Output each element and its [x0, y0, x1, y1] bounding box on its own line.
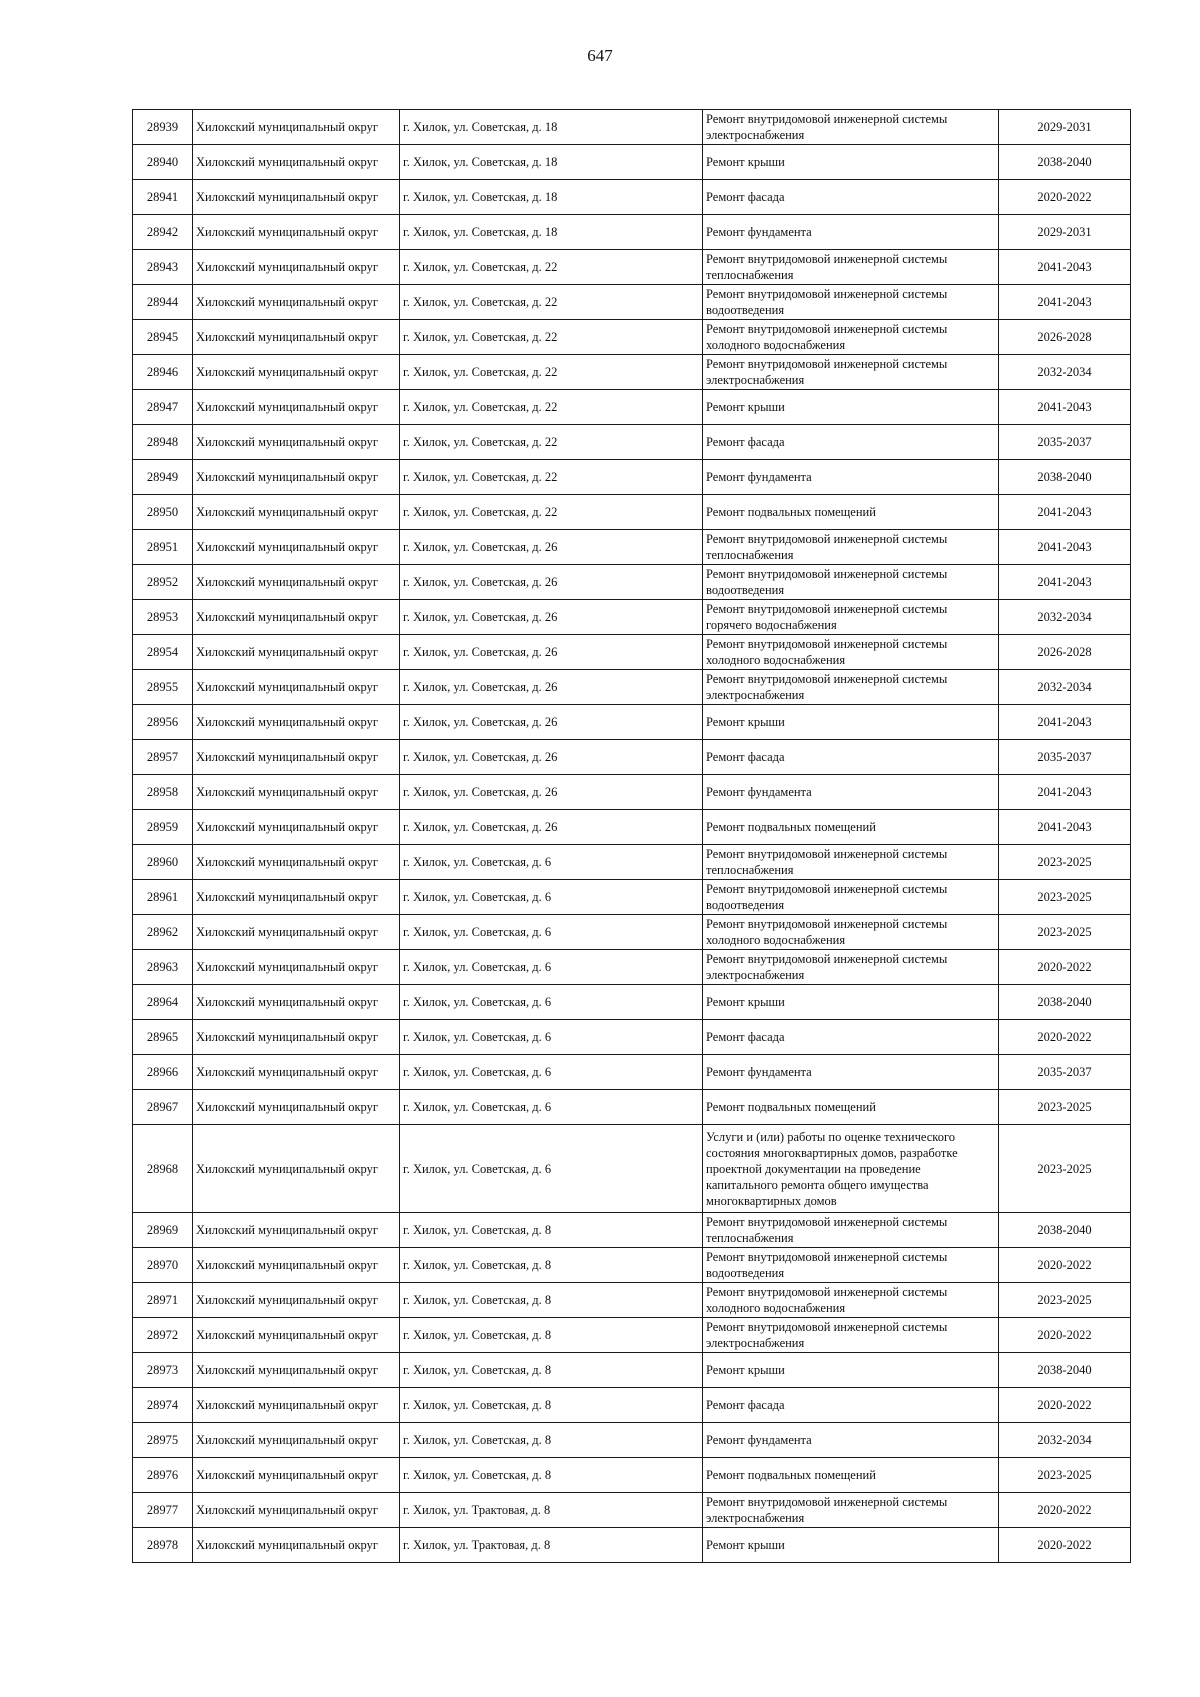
district-cell: Хилокский муниципальный округ: [193, 460, 400, 495]
district-cell: Хилокский муниципальный округ: [193, 1248, 400, 1283]
district-cell: Хилокский муниципальный округ: [193, 1528, 400, 1563]
table-row: [133, 320, 1131, 355]
work-type-cell: Ремонт крыши: [703, 390, 999, 425]
table-row: [133, 845, 1131, 880]
period-cell: 2023-2025: [999, 1090, 1131, 1125]
table-row: [133, 1353, 1131, 1388]
table-row: [133, 1388, 1131, 1423]
period-cell: 2041-2043: [999, 810, 1131, 845]
row-number-cell: 28948: [133, 425, 193, 460]
work-type-cell: Ремонт фасада: [703, 1388, 999, 1423]
address-cell: г. Хилок, ул. Советская, д. 22: [400, 320, 703, 355]
table-row: [133, 1423, 1131, 1458]
period-cell: 2041-2043: [999, 705, 1131, 740]
address-cell: г. Хилок, ул. Советская, д. 22: [400, 425, 703, 460]
row-number-cell: 28957: [133, 740, 193, 775]
work-type-cell: Ремонт внутридомовой инженерной системы водоотведения: [703, 880, 999, 915]
period-cell: 2020-2022: [999, 1528, 1131, 1563]
address-cell: г. Хилок, ул. Советская, д. 18: [400, 145, 703, 180]
work-type-cell: Ремонт внутридомовой инженерной системы электроснабжения: [703, 355, 999, 390]
period-cell: 2035-2037: [999, 1055, 1131, 1090]
district-cell: Хилокский муниципальный округ: [193, 845, 400, 880]
row-number-cell: 28956: [133, 705, 193, 740]
row-number-cell: 28946: [133, 355, 193, 390]
work-type-cell: Ремонт внутридомовой инженерной системы электроснабжения: [703, 1318, 999, 1353]
work-type-cell: Ремонт фасада: [703, 740, 999, 775]
district-cell: Хилокский муниципальный округ: [193, 1458, 400, 1493]
row-number-cell: 28959: [133, 810, 193, 845]
table-row: [133, 1090, 1131, 1125]
address-cell: г. Хилок, ул. Советская, д. 26: [400, 775, 703, 810]
period-cell: 2032-2034: [999, 670, 1131, 705]
table-row: [133, 915, 1131, 950]
work-type-cell: Ремонт внутридомовой инженерной системы электроснабжения: [703, 670, 999, 705]
district-cell: Хилокский муниципальный округ: [193, 1423, 400, 1458]
table-row: [133, 495, 1131, 530]
period-cell: 2023-2025: [999, 1283, 1131, 1318]
address-cell: г. Хилок, ул. Советская, д. 8: [400, 1388, 703, 1423]
address-cell: г. Хилок, ул. Советская, д. 26: [400, 740, 703, 775]
district-cell: Хилокский муниципальный округ: [193, 110, 400, 145]
address-cell: г. Хилок, ул. Советская, д. 6: [400, 1020, 703, 1055]
address-cell: г. Хилок, ул. Трактовая, д. 8: [400, 1493, 703, 1528]
table-row: [133, 1283, 1131, 1318]
address-cell: г. Хилок, ул. Советская, д. 8: [400, 1248, 703, 1283]
district-cell: Хилокский муниципальный округ: [193, 1055, 400, 1090]
work-type-cell: Ремонт крыши: [703, 1528, 999, 1563]
row-number-cell: 28951: [133, 530, 193, 565]
period-cell: 2026-2028: [999, 635, 1131, 670]
period-cell: 2041-2043: [999, 775, 1131, 810]
work-type-cell: Ремонт внутридомовой инженерной системы электроснабжения: [703, 1493, 999, 1528]
address-cell: г. Хилок, ул. Советская, д. 6: [400, 1055, 703, 1090]
work-type-cell: Ремонт внутридомовой инженерной системы электроснабжения: [703, 110, 999, 145]
address-cell: г. Хилок, ул. Советская, д. 8: [400, 1213, 703, 1248]
table-row: [133, 1055, 1131, 1090]
period-cell: 2032-2034: [999, 1423, 1131, 1458]
table-row: [133, 985, 1131, 1020]
period-cell: 2020-2022: [999, 180, 1131, 215]
period-cell: 2035-2037: [999, 740, 1131, 775]
district-cell: Хилокский муниципальный округ: [193, 285, 400, 320]
address-cell: г. Хилок, ул. Советская, д. 26: [400, 810, 703, 845]
address-cell: г. Хилок, ул. Советская, д. 8: [400, 1423, 703, 1458]
work-type-cell: Ремонт внутридомовой инженерной системы холодного водоснабжения: [703, 635, 999, 670]
district-cell: Хилокский муниципальный округ: [193, 635, 400, 670]
period-cell: 2023-2025: [999, 845, 1131, 880]
table-row: [133, 530, 1131, 565]
district-cell: Хилокский муниципальный округ: [193, 880, 400, 915]
table-row: [133, 110, 1131, 145]
period-cell: 2035-2037: [999, 425, 1131, 460]
period-cell: 2023-2025: [999, 915, 1131, 950]
district-cell: Хилокский муниципальный округ: [193, 1493, 400, 1528]
page-number: 647: [587, 46, 613, 65]
work-type-cell: Ремонт крыши: [703, 145, 999, 180]
table-row: [133, 285, 1131, 320]
district-cell: Хилокский муниципальный округ: [193, 355, 400, 390]
period-cell: 2020-2022: [999, 950, 1131, 985]
row-number-cell: 28961: [133, 880, 193, 915]
work-type-cell: Ремонт подвальных помещений: [703, 1090, 999, 1125]
address-cell: г. Хилок, ул. Советская, д. 8: [400, 1458, 703, 1493]
row-number-cell: 28977: [133, 1493, 193, 1528]
table-row: [133, 635, 1131, 670]
district-cell: Хилокский муниципальный округ: [193, 1213, 400, 1248]
address-cell: г. Хилок, ул. Советская, д. 6: [400, 950, 703, 985]
table-row: [133, 215, 1131, 250]
table-row: [133, 810, 1131, 845]
period-cell: 2038-2040: [999, 1353, 1131, 1388]
address-cell: г. Хилок, ул. Советская, д. 22: [400, 460, 703, 495]
table-row: [133, 1458, 1131, 1493]
row-number-cell: 28968: [133, 1125, 193, 1213]
work-type-cell: Ремонт внутридомовой инженерной системы электроснабжения: [703, 950, 999, 985]
address-cell: г. Хилок, ул. Советская, д. 8: [400, 1318, 703, 1353]
row-number-cell: 28952: [133, 565, 193, 600]
address-cell: г. Хилок, ул. Советская, д. 6: [400, 880, 703, 915]
table-row: [133, 775, 1131, 810]
work-type-cell: Ремонт внутридомовой инженерной системы холодного водоснабжения: [703, 320, 999, 355]
work-type-cell: Ремонт фасада: [703, 425, 999, 460]
row-number-cell: 28978: [133, 1528, 193, 1563]
work-type-cell: Ремонт внутридомовой инженерной системы теплоснабжения: [703, 530, 999, 565]
table-row: [133, 425, 1131, 460]
period-cell: 2041-2043: [999, 390, 1131, 425]
period-cell: 2020-2022: [999, 1493, 1131, 1528]
row-number-cell: 28975: [133, 1423, 193, 1458]
district-cell: Хилокский муниципальный округ: [193, 320, 400, 355]
address-cell: г. Хилок, ул. Советская, д. 22: [400, 250, 703, 285]
table-row: [133, 1125, 1131, 1213]
table-row: [133, 880, 1131, 915]
row-number-cell: 28976: [133, 1458, 193, 1493]
table-row: [133, 740, 1131, 775]
row-number-cell: 28955: [133, 670, 193, 705]
address-cell: г. Хилок, ул. Советская, д. 26: [400, 705, 703, 740]
table-row: [133, 1213, 1131, 1248]
period-cell: 2038-2040: [999, 460, 1131, 495]
table-row: [133, 950, 1131, 985]
table-row: [133, 1020, 1131, 1055]
row-number-cell: 28958: [133, 775, 193, 810]
address-cell: г. Хилок, ул. Советская, д. 8: [400, 1353, 703, 1388]
period-cell: 2029-2031: [999, 215, 1131, 250]
row-number-cell: 28972: [133, 1318, 193, 1353]
row-number-cell: 28944: [133, 285, 193, 320]
period-cell: 2023-2025: [999, 1458, 1131, 1493]
work-type-cell: Ремонт крыши: [703, 985, 999, 1020]
table-row: [133, 460, 1131, 495]
work-type-cell: Ремонт подвальных помещений: [703, 1458, 999, 1493]
row-number-cell: 28940: [133, 145, 193, 180]
row-number-cell: 28947: [133, 390, 193, 425]
district-cell: Хилокский муниципальный округ: [193, 810, 400, 845]
address-cell: г. Хилок, ул. Советская, д. 26: [400, 530, 703, 565]
address-cell: г. Хилок, ул. Советская, д. 6: [400, 1125, 703, 1213]
address-cell: г. Хилок, ул. Советская, д. 22: [400, 355, 703, 390]
district-cell: Хилокский муниципальный округ: [193, 250, 400, 285]
address-cell: г. Хилок, ул. Советская, д. 6: [400, 1090, 703, 1125]
period-cell: 2041-2043: [999, 530, 1131, 565]
address-cell: г. Хилок, ул. Советская, д. 26: [400, 565, 703, 600]
row-number-cell: 28960: [133, 845, 193, 880]
district-cell: Хилокский муниципальный округ: [193, 425, 400, 460]
district-cell: Хилокский муниципальный округ: [193, 145, 400, 180]
row-number-cell: 28969: [133, 1213, 193, 1248]
work-type-cell: Ремонт внутридомовой инженерной системы водоотведения: [703, 565, 999, 600]
work-type-cell: Ремонт крыши: [703, 1353, 999, 1388]
work-type-cell: Ремонт внутридомовой инженерной системы теплоснабжения: [703, 1213, 999, 1248]
period-cell: 2020-2022: [999, 1318, 1131, 1353]
district-cell: Хилокский муниципальный округ: [193, 1020, 400, 1055]
row-number-cell: 28964: [133, 985, 193, 1020]
period-cell: 2023-2025: [999, 1125, 1131, 1213]
district-cell: Хилокский муниципальный округ: [193, 705, 400, 740]
table-row: [133, 180, 1131, 215]
row-number-cell: 28974: [133, 1388, 193, 1423]
row-number-cell: 28945: [133, 320, 193, 355]
address-cell: г. Хилок, ул. Советская, д. 26: [400, 670, 703, 705]
district-cell: Хилокский муниципальный округ: [193, 390, 400, 425]
table-row: [133, 670, 1131, 705]
district-cell: Хилокский муниципальный округ: [193, 1318, 400, 1353]
table-row: [133, 390, 1131, 425]
period-cell: 2038-2040: [999, 985, 1131, 1020]
district-cell: Хилокский муниципальный округ: [193, 915, 400, 950]
row-number-cell: 28954: [133, 635, 193, 670]
work-type-cell: Ремонт фундамента: [703, 460, 999, 495]
work-type-cell: Ремонт подвальных помещений: [703, 810, 999, 845]
work-type-cell: Ремонт внутридомовой инженерной системы холодного водоснабжения: [703, 915, 999, 950]
row-number-cell: 28965: [133, 1020, 193, 1055]
row-number-cell: 28970: [133, 1248, 193, 1283]
district-cell: Хилокский муниципальный округ: [193, 985, 400, 1020]
work-type-cell: Ремонт внутридомовой инженерной системы холодного водоснабжения: [703, 1283, 999, 1318]
period-cell: 2020-2022: [999, 1020, 1131, 1055]
address-cell: г. Хилок, ул. Советская, д. 26: [400, 635, 703, 670]
work-type-cell: Ремонт подвальных помещений: [703, 495, 999, 530]
work-type-cell: Услуги и (или) работы по оценке технического состояния многоквартирных домов, разработке проектной документации на проведение капитального ремонта общего имущества многоквартирных домов: [703, 1125, 999, 1213]
address-cell: г. Хилок, ул. Советская, д. 22: [400, 495, 703, 530]
address-cell: г. Хилок, ул. Трактовая, д. 8: [400, 1528, 703, 1563]
work-type-cell: Ремонт внутридомовой инженерной системы водоотведения: [703, 1248, 999, 1283]
work-type-cell: Ремонт внутридомовой инженерной системы горячего водоснабжения: [703, 600, 999, 635]
table-row: [133, 1248, 1131, 1283]
period-cell: 2041-2043: [999, 285, 1131, 320]
district-cell: Хилокский муниципальный округ: [193, 740, 400, 775]
district-cell: Хилокский муниципальный округ: [193, 1283, 400, 1318]
address-cell: г. Хилок, ул. Советская, д. 6: [400, 985, 703, 1020]
period-cell: 2020-2022: [999, 1248, 1131, 1283]
district-cell: Хилокский муниципальный округ: [193, 565, 400, 600]
table-row: [133, 600, 1131, 635]
period-cell: 2038-2040: [999, 145, 1131, 180]
row-number-cell: 28971: [133, 1283, 193, 1318]
period-cell: 2041-2043: [999, 495, 1131, 530]
period-cell: 2032-2034: [999, 355, 1131, 390]
district-cell: Хилокский муниципальный округ: [193, 950, 400, 985]
period-cell: 2026-2028: [999, 320, 1131, 355]
row-number-cell: 28953: [133, 600, 193, 635]
period-cell: 2041-2043: [999, 565, 1131, 600]
address-cell: г. Хилок, ул. Советская, д. 6: [400, 845, 703, 880]
row-number-cell: 28950: [133, 495, 193, 530]
district-cell: Хилокский муниципальный округ: [193, 1090, 400, 1125]
district-cell: Хилокский муниципальный округ: [193, 1388, 400, 1423]
row-number-cell: 28962: [133, 915, 193, 950]
table-row: [133, 250, 1131, 285]
period-cell: 2032-2034: [999, 600, 1131, 635]
row-number-cell: 28967: [133, 1090, 193, 1125]
address-cell: г. Хилок, ул. Советская, д. 22: [400, 390, 703, 425]
district-cell: Хилокский муниципальный округ: [193, 495, 400, 530]
row-number-cell: 28942: [133, 215, 193, 250]
row-number-cell: 28963: [133, 950, 193, 985]
district-cell: Хилокский муниципальный округ: [193, 670, 400, 705]
row-number-cell: 28966: [133, 1055, 193, 1090]
period-cell: 2041-2043: [999, 250, 1131, 285]
row-number-cell: 28973: [133, 1353, 193, 1388]
district-cell: Хилокский муниципальный округ: [193, 1353, 400, 1388]
address-cell: г. Хилок, ул. Советская, д. 6: [400, 915, 703, 950]
work-type-cell: Ремонт внутридомовой инженерной системы теплоснабжения: [703, 250, 999, 285]
table-row: [133, 1493, 1131, 1528]
table-row: [133, 1528, 1131, 1563]
period-cell: 2020-2022: [999, 1388, 1131, 1423]
table-row: [133, 355, 1131, 390]
period-cell: 2023-2025: [999, 880, 1131, 915]
period-cell: 2029-2031: [999, 110, 1131, 145]
work-type-cell: Ремонт фундамента: [703, 1423, 999, 1458]
address-cell: г. Хилок, ул. Советская, д. 18: [400, 180, 703, 215]
address-cell: г. Хилок, ул. Советская, д. 18: [400, 215, 703, 250]
table-row: [133, 145, 1131, 180]
period-cell: 2038-2040: [999, 1213, 1131, 1248]
row-number-cell: 28943: [133, 250, 193, 285]
row-number-cell: 28949: [133, 460, 193, 495]
row-number-cell: 28941: [133, 180, 193, 215]
address-cell: г. Хилок, ул. Советская, д. 8: [400, 1283, 703, 1318]
district-cell: Хилокский муниципальный округ: [193, 180, 400, 215]
capital-repair-table: [132, 109, 1131, 1563]
work-type-cell: Ремонт фасада: [703, 1020, 999, 1055]
address-cell: г. Хилок, ул. Советская, д. 18: [400, 110, 703, 145]
table-row: [133, 705, 1131, 740]
district-cell: Хилокский муниципальный округ: [193, 530, 400, 565]
work-type-cell: Ремонт внутридомовой инженерной системы водоотведения: [703, 285, 999, 320]
table-body: [133, 110, 1131, 1563]
row-number-cell: 28939: [133, 110, 193, 145]
district-cell: Хилокский муниципальный округ: [193, 600, 400, 635]
district-cell: Хилокский муниципальный округ: [193, 775, 400, 810]
work-type-cell: Ремонт фундамента: [703, 1055, 999, 1090]
table-row: [133, 1318, 1131, 1353]
work-type-cell: Ремонт внутридомовой инженерной системы теплоснабжения: [703, 845, 999, 880]
table-row: [133, 565, 1131, 600]
district-cell: Хилокский муниципальный округ: [193, 1125, 400, 1213]
address-cell: г. Хилок, ул. Советская, д. 26: [400, 600, 703, 635]
work-type-cell: Ремонт фундамента: [703, 775, 999, 810]
address-cell: г. Хилок, ул. Советская, д. 22: [400, 285, 703, 320]
district-cell: Хилокский муниципальный округ: [193, 215, 400, 250]
work-type-cell: Ремонт крыши: [703, 705, 999, 740]
work-type-cell: Ремонт фасада: [703, 180, 999, 215]
work-type-cell: Ремонт фундамента: [703, 215, 999, 250]
